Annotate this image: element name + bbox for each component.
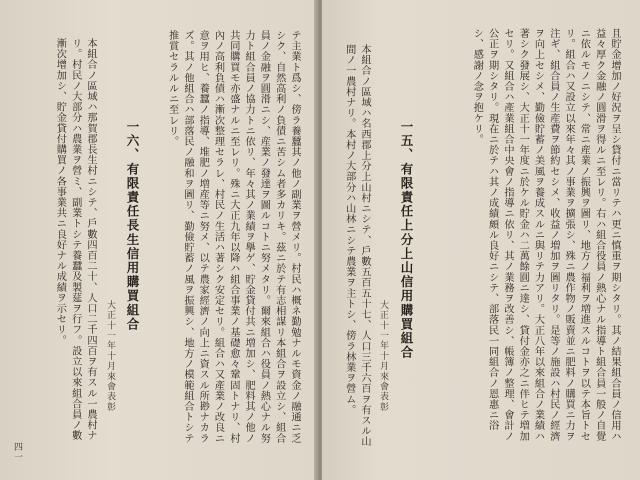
- left-page-continued-text: テ主業ト爲シ、傍ラ養蠶其ノ他ノ副業ヲ營メリ。村民ハ概ネ勤勉ナルモ資金ノ融通ニ乏シク、自然高利ノ負債ニ苦シム者多カリキ。茲ニ於テ有志相謀リ本組合ヲ設立シ、組合員ノ金融ヲ圓滑ニシ、産業ノ發達ヲ圖ルコトニ努メタリ。爾來組合ハ役員ノ熱心ナル努力ト組合員ノ協力トニ依リ、年々其ノ業績ヲ擧ゲ、貯金貸付共ニ増加シ、肥料其ノ他ノ共同購買モ亦盛ナルニ至レリ。殊ニ大正九年以降ハ組合事業ノ基礎愈々鞏固トナリ、村內ノ高利負債ハ漸次整理セラレ、村民ノ生活ハ著シク安定セリ。組合ハ又產業ノ改良ニ意ヲ用ヒ、養蠶ノ指導、堆肥ノ増産等ニ努メ、以テ農家經濟ノ向上ニ資スル所尠ナカラズ。其ノ他組合ハ部落民ノ融和ヲ圖リ、勤儉貯蓄ノ風ヲ振興シ、地方ノ模範組合トシテ推賞セラルルニ至レリ。: [166, 30, 300, 444]
- right-section-date: 大正十一年十月來會表彰: [378, 300, 388, 413]
- right-section-body: 本組合ノ區域ハ名西郡上分上山村ニシテ、戶數五百五十七、人口三千六百ヲ有スル山間ノ一農村ナリ。本村ノ大部分ハ山林ニシテ農業ヲ主トシ、傍ラ林業ヲ營ム。: [343, 44, 370, 447]
- right-page: [322, 0, 640, 480]
- right-page-continued-text: 且貯金增加ノ好況ヲ呈シ貸付ニ當リテハ更ニ慎重ヲ期シタリ。其ノ結果組合員ノ信用ハ益々厚ク金融ノ圓滑ヲ得ルニ至レリ。右ハ組合役員ノ熱心ナル指導ト組合員一般ノ自覺ニ依ルモノニシテ、常ニ産業ノ振興ヲ圖リ、地方ノ福利ヲ増進スルコトヲ以テ本旨トセリ。組合ハ又設立以來年々其ノ事業ヲ擴張シ、殊ニ農作物ノ販賣並ニ肥料ノ購買ニ力ヲ注ギ、組合員ノ生産費ヲ節約セシメ、收益ノ増加ヲ圖リタリ。是等ノ施設ハ村民ノ經濟ヲ向上セシメ、勤儉貯蓄ノ美風ヲ養成スルニ與リテ力アリ。大正八年以來組合ノ業績ハ著シク發展シ、大正十一年度ニ於ケル貯金ハ二萬餘圓ニ達シ、貸付金亦之ニ伴ヒテ増加セリ。又組合ハ產業組合中央會ノ指導ニ依リ、其ノ業務ヲ改善シ、帳簿ノ整理、會計ノ公正ヲ期シタリ。現在ニ於テハ其ノ成績頗ル良好ニシテ、部落民一同組合ノ恩惠ニ浴シ、感謝ノ念ヲ抱ケリ。: [471, 28, 620, 442]
- left-section-heading: 一六、有限責任長生信用購買組合: [125, 120, 140, 332]
- left-section-date: 大正十一年十月來會表彰: [105, 300, 115, 413]
- left-page: [0, 0, 318, 480]
- page-number: 四一: [12, 442, 22, 462]
- right-section-heading: 一五、有限責任上分上山信用購買組合: [399, 120, 414, 360]
- left-section-body: 本組合ノ區域ハ那賀郡長生村ニシテ、戶數四百二十、人口二千四百ヲ有スル一農村ナリ。村民ノ大部分ハ農業ヲ營ミ、副業トシテ養蠶及製莚ヲ行フ。設立以來組合員ノ數漸次增加シ、貯金貸付購買ノ各事業共ニ良好ナル成績ヲ示セリ。: [54, 38, 96, 441]
